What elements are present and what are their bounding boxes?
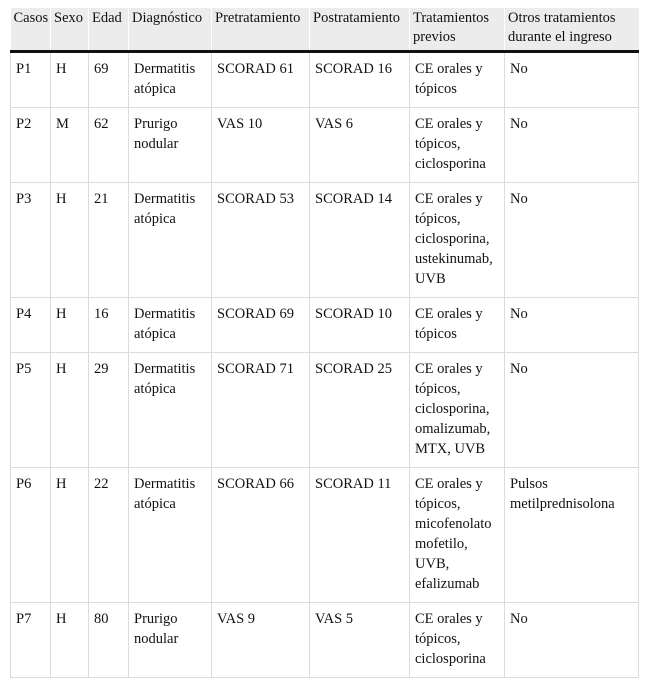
- table-row: [11, 603, 639, 678]
- cell-tratamientos-previos: CE orales y tópicos: [410, 298, 505, 353]
- cell-edad: 29: [89, 353, 129, 468]
- cell-tratamientos-previos: CE orales y tópicos, ciclosporina: [410, 108, 505, 183]
- cell-pretratamiento: SCORAD 69: [212, 298, 310, 353]
- header-diagnostico: Diagnóstico: [129, 8, 212, 52]
- cell-pretratamiento: SCORAD 66: [212, 468, 310, 603]
- cell-sexo: H: [51, 183, 89, 298]
- table-row: [11, 52, 639, 108]
- cell-caso: P5: [11, 353, 51, 468]
- cell-sexo: M: [51, 108, 89, 183]
- cell-edad: 80: [89, 603, 129, 678]
- cell-postratamiento: SCORAD 25: [310, 353, 410, 468]
- cell-diagnostico: Dermatitis atópica: [129, 52, 212, 108]
- cases-table: [10, 8, 639, 678]
- header-sexo: Sexo: [51, 8, 89, 52]
- cases-table-container: [10, 8, 638, 678]
- table-row: [11, 468, 639, 603]
- table-row: [11, 353, 639, 468]
- cell-postratamiento: VAS 5: [310, 603, 410, 678]
- table-body: [11, 52, 639, 678]
- header-row: [11, 8, 639, 52]
- table-row: [11, 108, 639, 183]
- cell-otros-tratamientos: No: [505, 603, 639, 678]
- cell-pretratamiento: SCORAD 53: [212, 183, 310, 298]
- cell-caso: P6: [11, 468, 51, 603]
- cell-postratamiento: SCORAD 16: [310, 52, 410, 108]
- cell-diagnostico: Dermatitis atópica: [129, 183, 212, 298]
- cell-edad: 21: [89, 183, 129, 298]
- cell-pretratamiento: SCORAD 71: [212, 353, 310, 468]
- header-tratamientos-previos: Tratamientos previos: [410, 8, 505, 52]
- cell-diagnostico: Dermatitis atópica: [129, 353, 212, 468]
- cell-diagnostico: Dermatitis atópica: [129, 468, 212, 603]
- header-edad: Edad: [89, 8, 129, 52]
- cell-diagnostico: Prurigo nodular: [129, 108, 212, 183]
- cell-caso: P2: [11, 108, 51, 183]
- cell-otros-tratamientos: No: [505, 183, 639, 298]
- cell-edad: 62: [89, 108, 129, 183]
- cell-edad: 22: [89, 468, 129, 603]
- header-pretratamiento: Pretratamiento: [212, 8, 310, 52]
- cell-caso: P3: [11, 183, 51, 298]
- table-row: [11, 298, 639, 353]
- cell-postratamiento: SCORAD 14: [310, 183, 410, 298]
- cell-sexo: H: [51, 603, 89, 678]
- table-row: [11, 183, 639, 298]
- cell-pretratamiento: VAS 9: [212, 603, 310, 678]
- cell-caso: P7: [11, 603, 51, 678]
- cell-sexo: H: [51, 468, 89, 603]
- cell-caso: P4: [11, 298, 51, 353]
- cell-caso: P1: [11, 52, 51, 108]
- cell-sexo: H: [51, 298, 89, 353]
- cell-diagnostico: Dermatitis atópica: [129, 298, 212, 353]
- cell-tratamientos-previos: CE orales y tópicos: [410, 52, 505, 108]
- header-postratamiento: Postratamiento: [310, 8, 410, 52]
- cell-postratamiento: SCORAD 10: [310, 298, 410, 353]
- header-casos: Casos: [11, 8, 51, 52]
- cell-otros-tratamientos: No: [505, 108, 639, 183]
- cell-tratamientos-previos: CE orales y tópicos, micofenolato mofetilo, UVB, efalizumab: [410, 468, 505, 603]
- cell-otros-tratamientos: Pulsos metilprednisolona: [505, 468, 639, 603]
- table-header: [11, 8, 639, 52]
- cell-postratamiento: VAS 6: [310, 108, 410, 183]
- header-otros-tratamientos: Otros tratamientos durante el ingreso: [505, 8, 639, 52]
- cell-sexo: H: [51, 52, 89, 108]
- cell-otros-tratamientos: No: [505, 353, 639, 468]
- cell-otros-tratamientos: No: [505, 52, 639, 108]
- cell-diagnostico: Prurigo nodular: [129, 603, 212, 678]
- cell-edad: 16: [89, 298, 129, 353]
- cell-edad: 69: [89, 52, 129, 108]
- cell-tratamientos-previos: CE orales y tópicos, ciclosporina, omalizumab, MTX, UVB: [410, 353, 505, 468]
- cell-tratamientos-previos: CE orales y tópicos, ciclosporina: [410, 603, 505, 678]
- cell-sexo: H: [51, 353, 89, 468]
- cell-pretratamiento: SCORAD 61: [212, 52, 310, 108]
- cell-tratamientos-previos: CE orales y tópicos, ciclosporina, ustekinumab, UVB: [410, 183, 505, 298]
- cell-otros-tratamientos: No: [505, 298, 639, 353]
- cell-pretratamiento: VAS 10: [212, 108, 310, 183]
- cell-postratamiento: SCORAD 11: [310, 468, 410, 603]
